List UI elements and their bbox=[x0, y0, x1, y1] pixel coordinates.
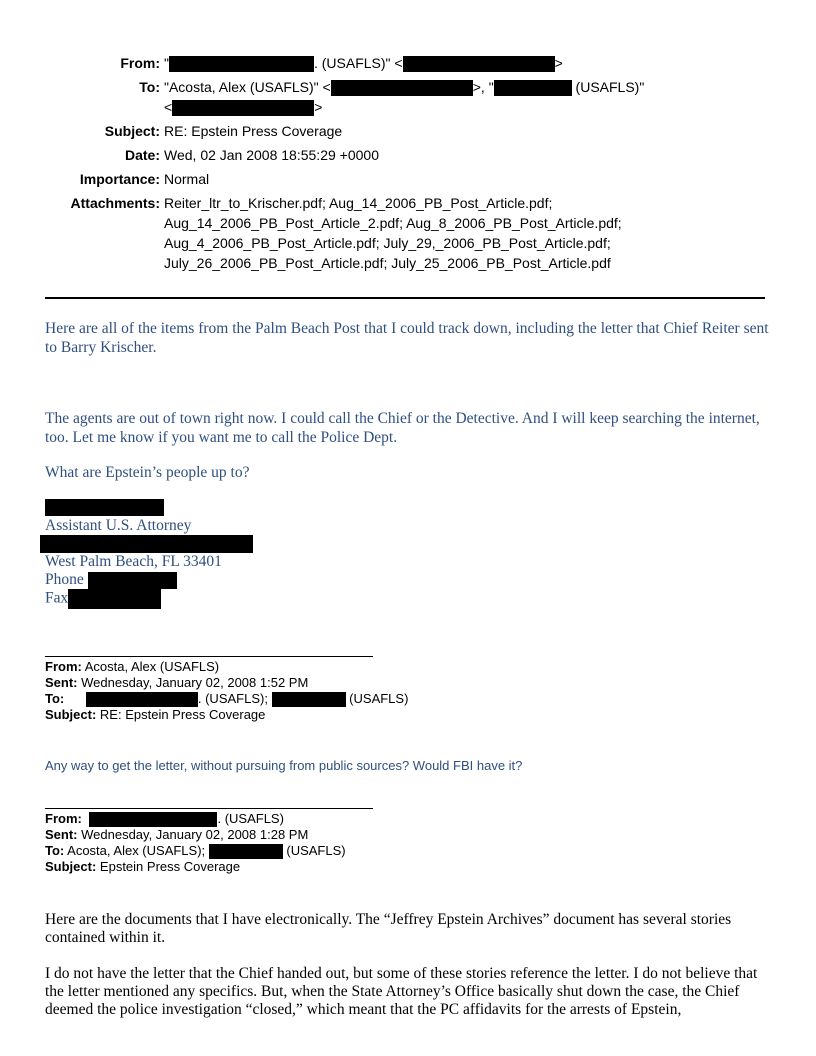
subject-value: Epstein Press Coverage bbox=[99, 859, 241, 874]
to-mid: . (USAFLS); bbox=[197, 691, 272, 706]
from-label: From: bbox=[45, 659, 82, 674]
signature-city: West Palm Beach, FL 33401 bbox=[45, 553, 222, 570]
from-quote: " bbox=[164, 55, 169, 71]
quote-divider bbox=[45, 656, 373, 657]
quote-divider bbox=[45, 808, 373, 809]
quoted1-to bbox=[45, 691, 408, 707]
sent-label: Sent: bbox=[45, 675, 78, 690]
sent-value: Wednesday, January 02, 2008 1:28 PM bbox=[81, 827, 309, 842]
importance-value: Normal bbox=[164, 171, 210, 187]
quoted1-from bbox=[45, 659, 219, 675]
signature-title: Assistant U.S. Attorney bbox=[45, 517, 192, 534]
quoted1-message: Any way to get the letter, without pursuing from public sources? Would FBI have it? bbox=[45, 758, 523, 773]
to-part1: "Acosta, Alex (USAFLS)" < bbox=[164, 79, 331, 95]
email-header bbox=[0, 53, 816, 273]
quoted1-sent bbox=[45, 675, 308, 691]
redaction-bar bbox=[88, 572, 177, 589]
to-open: < bbox=[164, 99, 173, 115]
attachments-label: Attachments: bbox=[70, 195, 160, 211]
body-paragraph: Here are all of the items from the Palm Beach Post that I could track down, including the letter that Chief Reiter sent to Barry Krischer. bbox=[45, 320, 769, 356]
attachment-line[interactable]: Aug_4_2006_PB_Post_Article.pdf; July_29,_2006_PB_Post_Article.pdf; bbox=[164, 235, 611, 251]
to-start: Acosta, Alex (USAFLS); bbox=[67, 843, 209, 858]
to-label: To: bbox=[45, 843, 65, 858]
redaction-bar bbox=[86, 692, 198, 707]
sent-value: Wednesday, January 02, 2008 1:52 PM bbox=[81, 675, 309, 690]
signature-fax bbox=[45, 589, 161, 609]
quoted2-subject bbox=[45, 859, 240, 875]
from-value: Acosta, Alex (USAFLS) bbox=[84, 659, 220, 674]
body-paragraph: What are Epstein’s people up to? bbox=[45, 464, 250, 481]
body-paragraph: The agents are out of town right now. I could call the Chief or the Detective. And I will keep searching the internet, too. Let me know if you want me to call the Police Dept. bbox=[45, 410, 760, 446]
date-label: Date: bbox=[124, 147, 160, 163]
redaction-bar bbox=[403, 56, 555, 72]
quoted2-from bbox=[45, 811, 284, 827]
from-value bbox=[164, 53, 563, 73]
date-value: Wed, 02 Jan 2008 18:55:29 +0000 bbox=[164, 147, 379, 163]
redaction-bar bbox=[68, 589, 161, 609]
subject-value: RE: Epstein Press Coverage bbox=[99, 707, 266, 722]
attachment-line[interactable]: July_26_2006_PB_Post_Article.pdf; July_25_2006_PB_Post_Article.pdf bbox=[164, 255, 611, 271]
to-part3: (USAFLS)" bbox=[571, 79, 645, 95]
to-label: To: bbox=[139, 79, 160, 95]
redaction-bar bbox=[45, 499, 164, 516]
quoted2-paragraph: I do not have the letter that the Chief handed out, but some of these stories reference the letter. I do not believe that the letter mentioned any specifics. But, when the State Attorney’s Office basically shut down the case, the Chief deemed the police investigation “closed,” which meant that the PC affidavits for the arrests of Epstein, bbox=[45, 965, 758, 1018]
from-label: From: bbox=[45, 811, 82, 826]
attachment-line[interactable]: Reiter_ltr_to_Krischer.pdf; Aug_14_2006_PB_Post_Article.pdf; bbox=[164, 195, 553, 211]
redaction-bar bbox=[169, 56, 314, 72]
from-mid: . (USAFLS)" < bbox=[313, 55, 403, 71]
redaction-bar bbox=[40, 535, 253, 553]
importance-label: Importance: bbox=[79, 171, 160, 187]
redaction-bar bbox=[172, 100, 314, 116]
to-value bbox=[164, 77, 644, 97]
from-close: > bbox=[554, 55, 563, 71]
header-divider bbox=[45, 297, 765, 299]
phone-label: Phone bbox=[45, 571, 84, 588]
subject-label: Subject: bbox=[45, 859, 97, 874]
to-end: (USAFLS) bbox=[345, 691, 409, 706]
subject-label: Subject: bbox=[45, 707, 97, 722]
fax-label: Fax bbox=[45, 589, 69, 607]
from-label: From: bbox=[120, 55, 160, 71]
signature-phone bbox=[45, 571, 177, 589]
to-label: To: bbox=[45, 691, 65, 706]
redaction-bar bbox=[89, 812, 217, 827]
redaction-bar bbox=[331, 80, 473, 96]
redaction-bar bbox=[209, 844, 283, 859]
quoted1-subject bbox=[45, 707, 265, 723]
to-end: (USAFLS) bbox=[282, 843, 346, 858]
quoted2-to bbox=[45, 843, 346, 859]
from-end: . (USAFLS) bbox=[217, 811, 284, 826]
quoted2-sent bbox=[45, 827, 308, 843]
quoted2-paragraph: Here are the documents that I have electronically. The “Jeffrey Epstein Archives” document has several stories contained within it. bbox=[45, 911, 732, 946]
redaction-bar bbox=[494, 80, 572, 96]
subject-value: RE: Epstein Press Coverage bbox=[164, 123, 343, 139]
to-part2: >, " bbox=[472, 79, 494, 95]
attachment-line[interactable]: Aug_14_2006_PB_Post_Article_2.pdf; Aug_8_2006_PB_Post_Article.pdf; bbox=[164, 215, 622, 231]
to-value-line2 bbox=[164, 97, 322, 117]
redaction-bar bbox=[272, 692, 346, 707]
subject-label: Subject: bbox=[104, 123, 160, 139]
sent-label: Sent: bbox=[45, 827, 78, 842]
to-close: > bbox=[314, 99, 323, 115]
